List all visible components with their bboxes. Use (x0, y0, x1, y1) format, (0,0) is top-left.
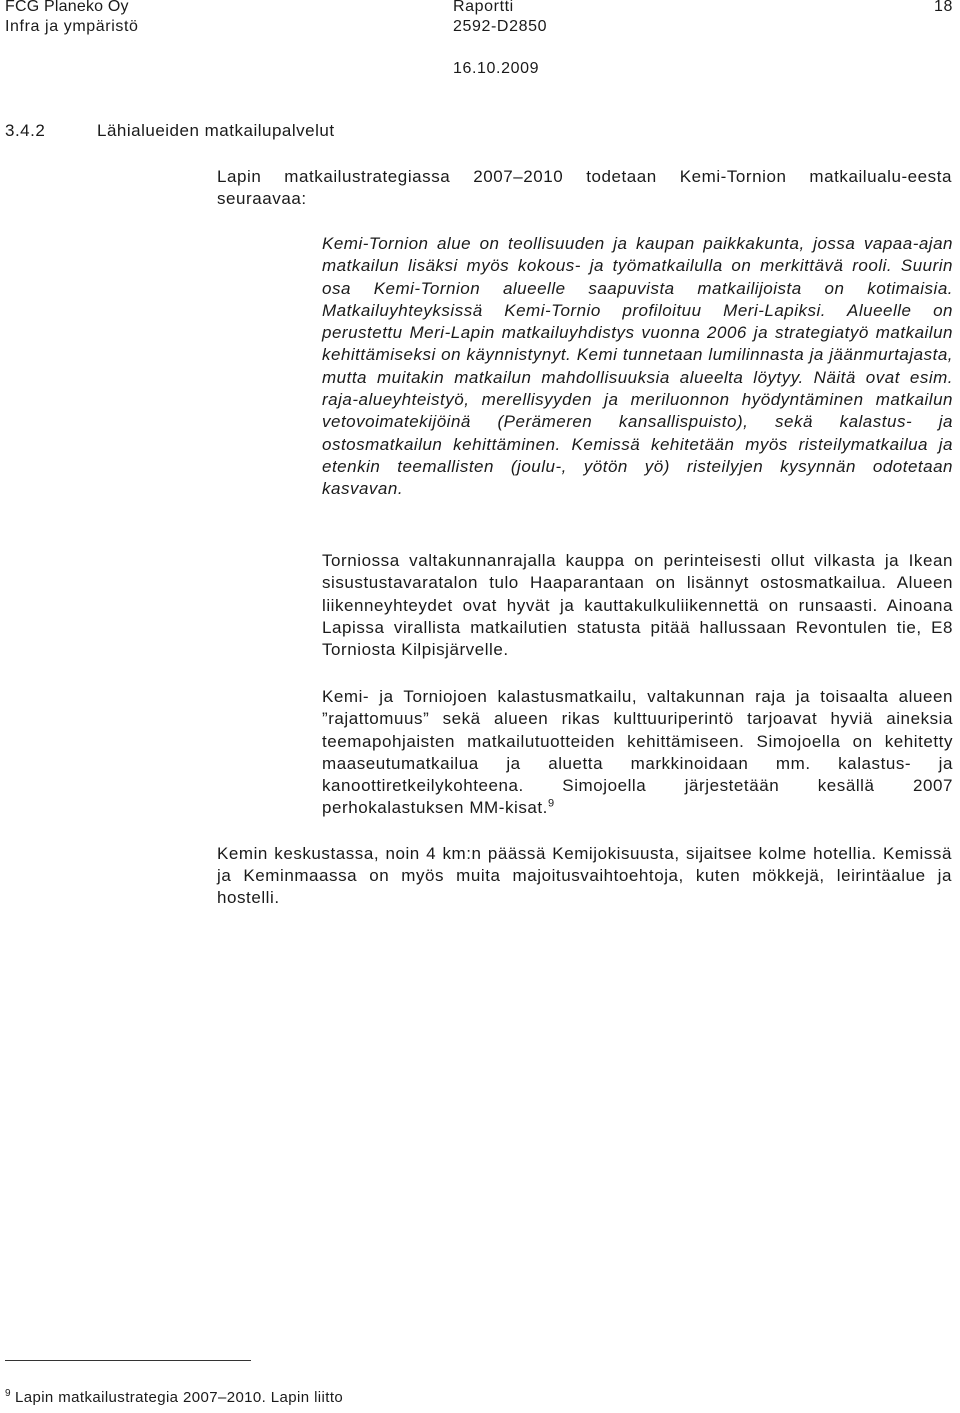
footnote-divider (5, 1360, 251, 1361)
header-company: FCG Planeko Oy (5, 0, 129, 15)
footnote-marker: 9 (5, 1388, 11, 1399)
footnote-reference: 9 (547, 797, 555, 810)
closing-paragraph: Kemin keskustassa, noin 4 km:n päässä Kemijokisuusta, sijaitsee kolme hotellia. Kemissä ja Keminmaassa on myös muita majoitusvaihtoehtoja, kuten mökkejä, leirintäalue ja hostelli. (217, 844, 952, 908)
page-number: 18 (934, 0, 953, 15)
quote-paragraph-1: Kemi-Tornion alue on teollisuuden ja kaupan paikkakunta, jossa vapaa-ajan matkailun lisäksi myös kokous- ja työmatkailulla on merkittävä rooli. Suurin osa Kemi-Tornion alueelle saapuvista matkailijoista on kotimaisia. Matkailuyhteyksissä Kemi-Tornio profiloituu Meri-Lapiksi. Alueelle on perustettu Meri-Lapin matkailuyhdistys vuonna 2006 ja strategiatyö matkailun kehittämiseksi on käynnistynyt. Kemi tunnetaan lumilinnasta ja jäänmurtajasta, mutta muitakin matkailun mahdollisuuksia alueelta löytyy. Näitä ovat esim. raja-alueyhteistyö, merellisyyden ja meriluonnon hyödyntäminen matkailun vetovoimatekijöinä (Perämeren kansallispuisto), sekä kalastus- ja ostosmatkailun kehittäminen. Kemissä kehitetään myös risteilymatkailua ja etenkin teemallisten (joulu-, yötön yö) risteilyjen kysynnän odotetaan kasvavan. (322, 234, 953, 499)
intro-paragraph: Lapin matkailustrategiassa 2007–2010 todetaan Kemi-Tornion matkailualu-eesta seuraavaa: (217, 167, 952, 209)
quote-paragraph-3-text: Kemi- ja Torniojoen kalastusmatkailu, valtakunnan raja ja toisaalta alueen ”rajattomuus” sekä alueen rikas kulttuuriperintö tarjoavat hyviä aineksia teemapohjaisten matkailutuotteiden kehittämiseen. Simojoella on kehitetty maaseutumatkailua ja aluetta markkinoidaan mm. kalastus- ja kanoottiretkeilykohteena. Simojoella järjestetään kesällä 2007 perhokalastuksen MM-kisat. (322, 687, 953, 818)
quote-paragraph-2: Torniossa valtakunnanrajalla kauppa on perinteisesti ollut vilkasta ja Ikean sisustustavaratalon tulo Haaparantaan on lisännyt ostosmatkailua. Alueen liikenneyhteydet ovat hyvät ja kauttakulkuliikennettä on runsaasti. Ainoana Lapissa virallista matkailutien statusta pitää hallussaan Revontulen tie, E8 Torniosta Kilpisjärvelle. (322, 551, 953, 660)
header-date: 16.10.2009 (453, 60, 540, 77)
footnote-text: Lapin matkailustrategia 2007–2010. Lapin liitto (14, 1389, 344, 1406)
header-doc-type: Raportti (453, 0, 514, 15)
quote-paragraph-3 (322, 686, 953, 820)
section-heading (5, 120, 335, 142)
section-title: Lähialueiden matkailupalvelut (97, 121, 335, 140)
header-department: Infra ja ympäristö (5, 18, 139, 35)
header-doc-code: 2592-D2850 (453, 18, 548, 35)
section-number: 3.4.2 (5, 121, 46, 140)
footnote (5, 1389, 343, 1407)
